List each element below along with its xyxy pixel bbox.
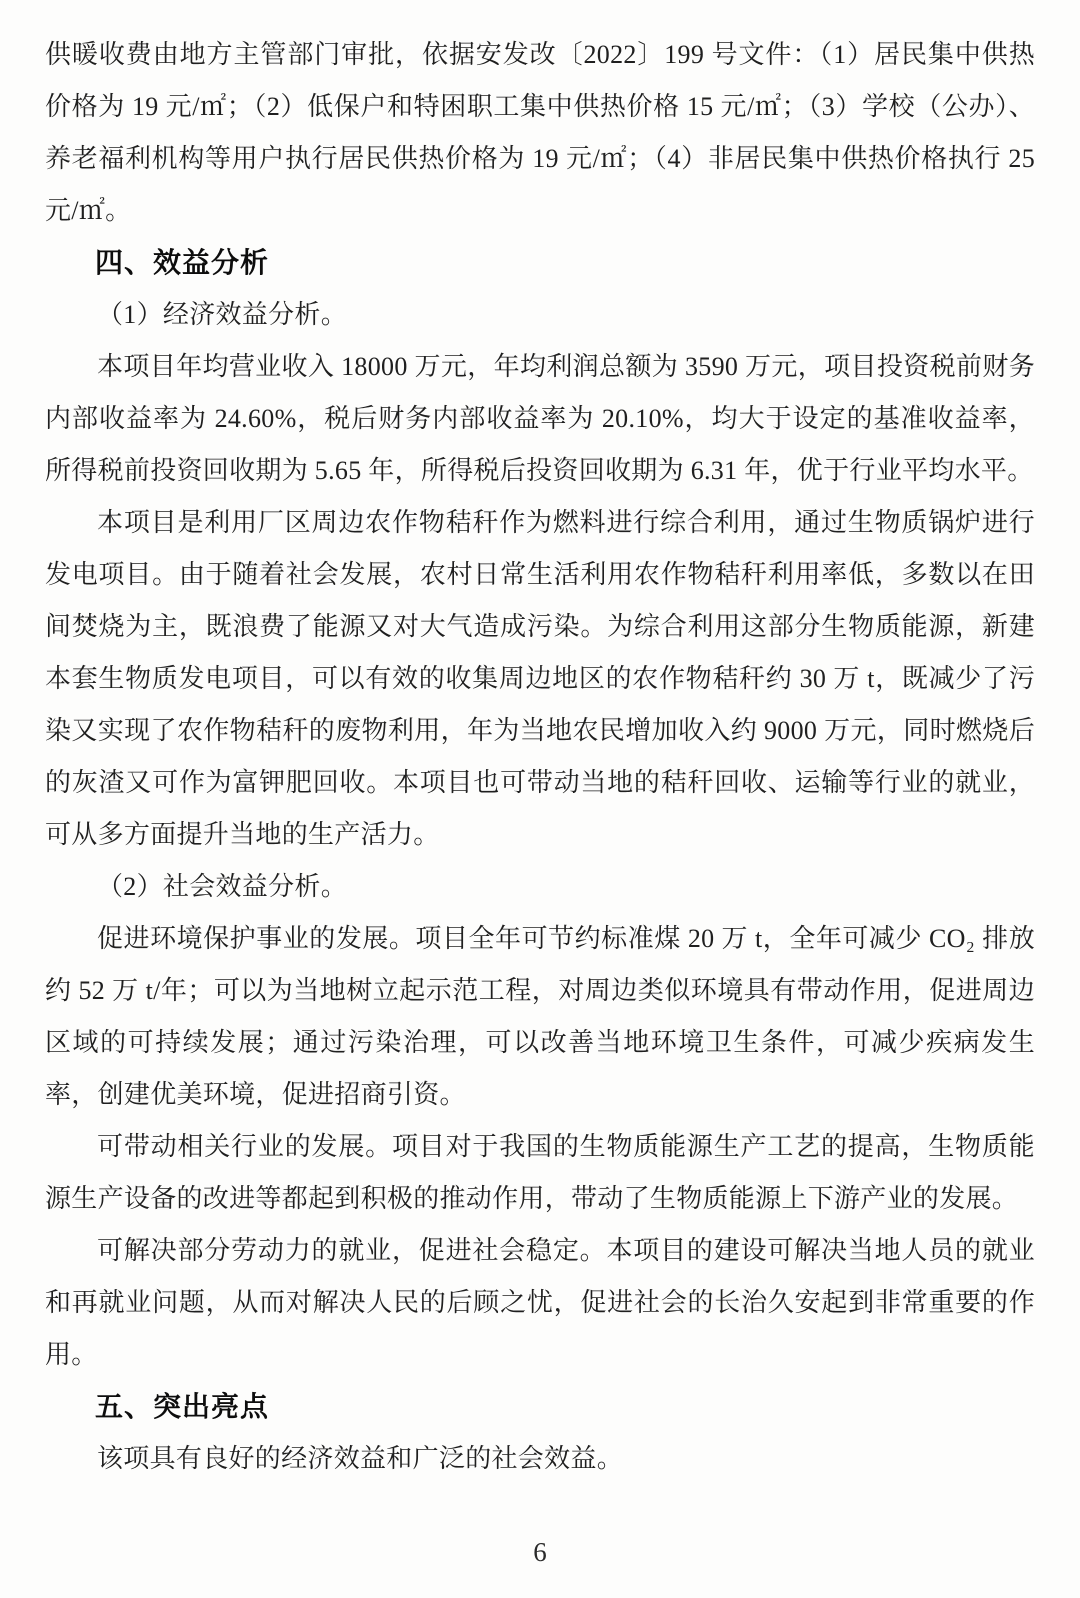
subheading-economic-benefit: （1）经济效益分析。	[97, 300, 348, 329]
subheading-social-benefit: （2）社会效益分析。	[97, 872, 348, 901]
paragraph-heating-price-continuation: 供暖收费由地方主管部门审批，依据安发改〔2022〕199 号文件：（1）居民集中供热价格为 19 元/㎡；（2）低保户和特困职工集中供热价格 15 元/㎡；（3）学校（公办）、养老福利机构等用户执行居民供热价格为 19 元/㎡；（4）非居民集中供热价格执行 25 元/㎡。	[45, 40, 1035, 225]
section-heading-benefit-analysis: 四、效益分析	[95, 247, 270, 278]
paragraph-environmental-protection: 促进环境保护事业的发展。项目全年可节约标准煤 20 万 t，全年可减少 CO₂ 排放约 52 万 t/年；可以为当地树立起示范工程，对周边类似环境具有带动作用，促进周边区域的可持续发展；通过污染治理，可以改善当地环境卫生条件，可减少疾病发生率，创建优美环境，促进招商引资。	[45, 924, 1035, 1109]
paragraph-economic-benefit: 本项目年均营业收入 18000 万元，年均利润总额为 3590 万元，项目投资税前财务内部收益率为 24.60%，税后财务内部收益率为 20.10%，均大于设定的基准收益率，所得税前投资回收期为 5.65 年，所得税后投资回收期为 6.31 年，优于行业平均水平。	[45, 352, 1035, 485]
paragraph-related-industries: 可带动相关行业的发展。项目对于我国的生物质能源生产工艺的提高，生物质能源生产设备的改进等都起到积极的推动作用，带动了生物质能源上下游产业的发展。	[45, 1132, 1035, 1213]
paragraph-straw-utilization: 本项目是利用厂区周边农作物秸秆作为燃料进行综合利用，通过生物质锅炉进行发电项目。由于随着社会发展，农村日常生活利用农作物秸秆利用率低，多数以在田间焚烧为主，既浪费了能源又对大气造成污染。为综合利用这部分生物质能源，新建本套生物质发电项目，可以有效的收集周边地区的农作物秸秆约 30 万 t，既减少了污染又实现了农作物秸秆的废物利用，年为当地农民增加收入约 9000 万元，同时燃烧后的灰渣又可作为富钾肥回收。本项目也可带动当地的秸秆回收、运输等行业的就业，可从多方面提升当地的生产活力。	[45, 508, 1035, 849]
section-heading-highlights: 五、突出亮点	[95, 1391, 270, 1422]
paragraph-employment: 可解决部分劳动力的就业，促进社会稳定。本项目的建设可解决当地人员的就业和再就业问题，从而对解决人民的后顾之忧，促进社会的长治久安起到非常重要的作用。	[45, 1236, 1035, 1369]
paragraph-highlights: 该项具有良好的经济效益和广泛的社会效益。	[97, 1444, 624, 1473]
page-number: 6	[533, 1537, 547, 1567]
